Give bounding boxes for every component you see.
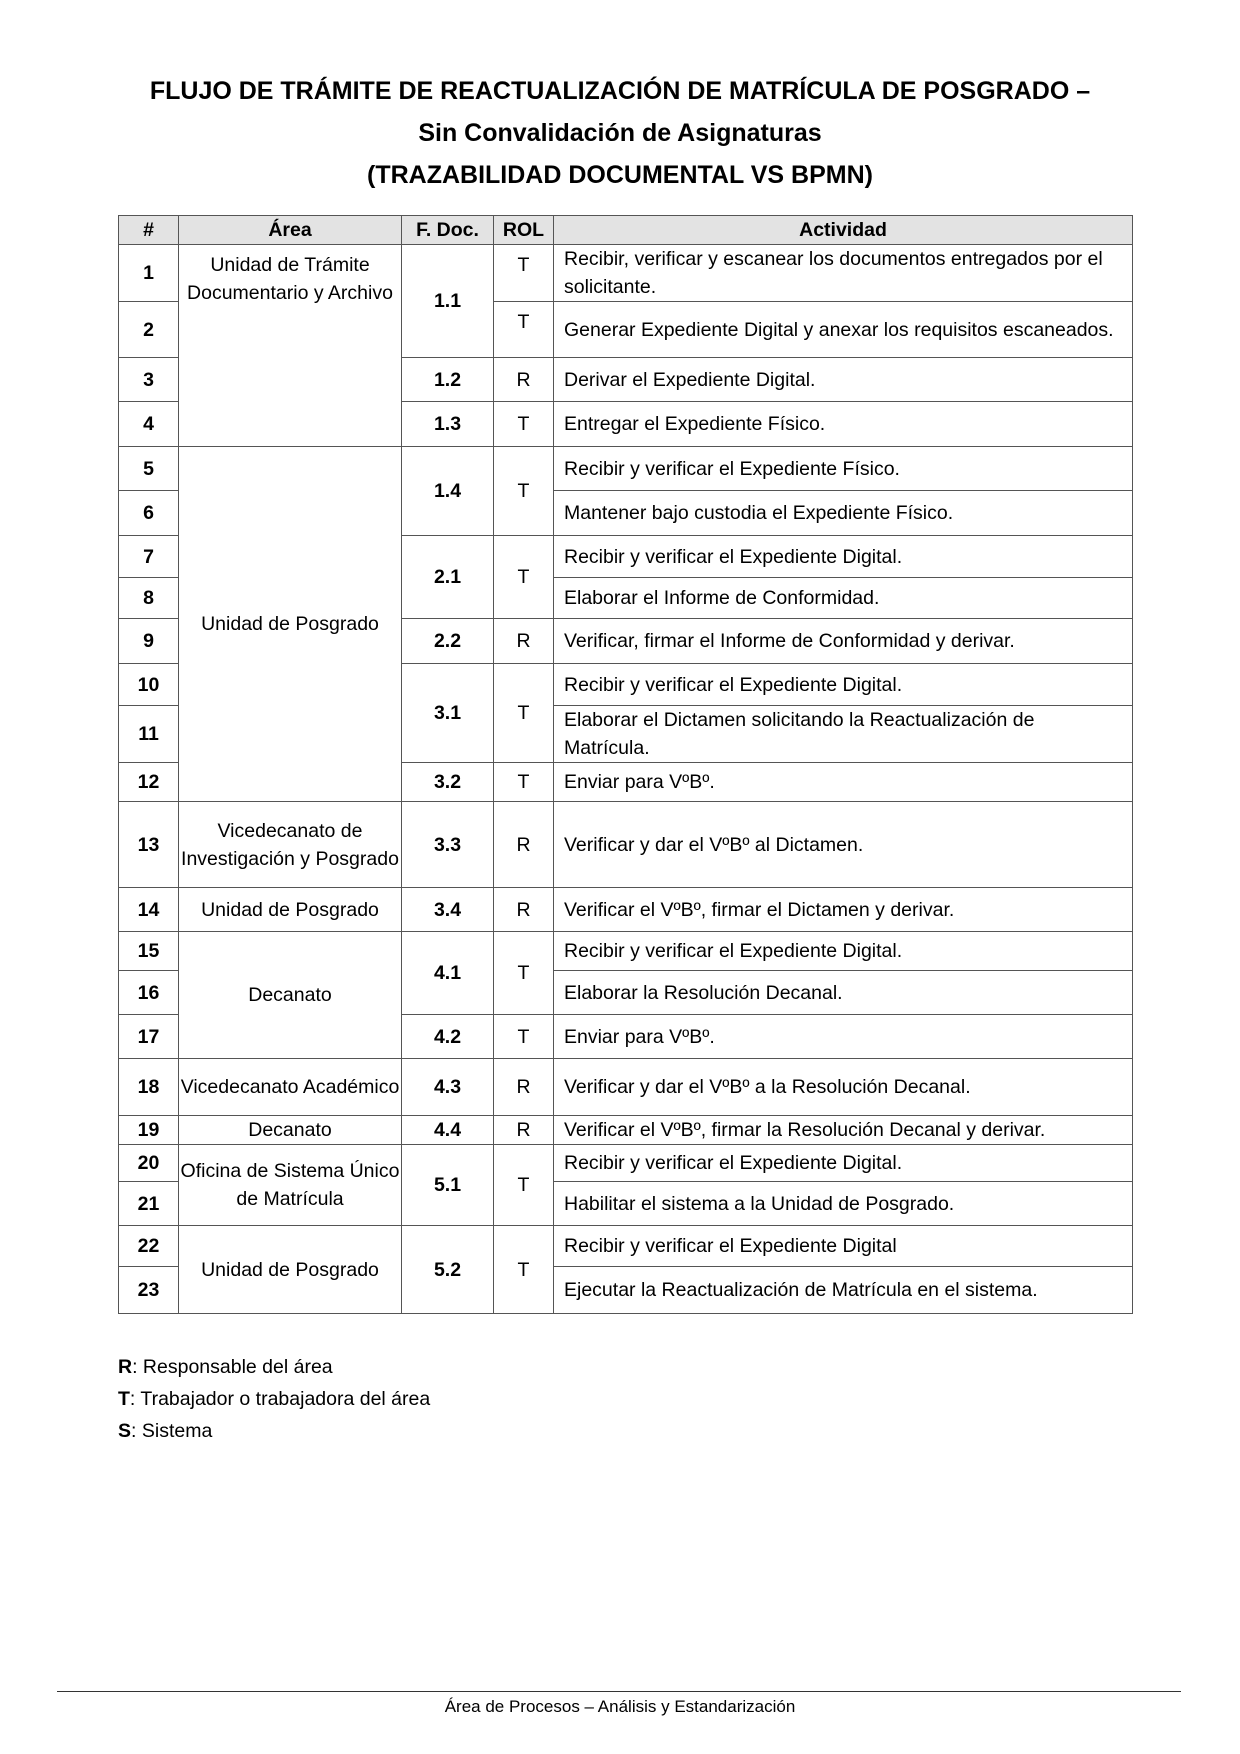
rol-cell: R	[494, 888, 554, 932]
row-number: 18	[119, 1059, 179, 1116]
table-row	[119, 245, 1133, 302]
header-actividad: Actividad	[554, 216, 1133, 245]
header-rol: ROL	[494, 216, 554, 245]
row-number: 13	[119, 802, 179, 888]
activity-cell: Verificar y dar el VºBº a la Resolución Decanal.	[554, 1059, 1133, 1116]
rol-cell: T	[494, 932, 554, 1015]
row-number: 3	[119, 358, 179, 402]
row-number: 9	[119, 619, 179, 664]
area-cell: Oficina de Sistema Único de Matrícula	[179, 1145, 402, 1226]
table-row	[119, 932, 1133, 971]
table-row	[119, 802, 1133, 888]
legend-text: : Responsable del área	[132, 1356, 333, 1378]
title-line-2: Sin Convalidación de Asignaturas	[418, 119, 822, 147]
rol-cell: R	[494, 358, 554, 402]
legend	[118, 1351, 430, 1447]
area-cell: Unidad de Posgrado	[179, 888, 402, 932]
activity-cell: Ejecutar la Reactualización de Matrícula en el sistema.	[554, 1267, 1133, 1314]
rol-cell: R	[494, 1059, 554, 1116]
row-number: 12	[119, 763, 179, 802]
fdoc-cell: 4.2	[402, 1015, 494, 1059]
table-row	[119, 888, 1133, 932]
row-number: 17	[119, 1015, 179, 1059]
flow-table	[118, 215, 1133, 1314]
row-number: 15	[119, 932, 179, 971]
activity-cell: Recibir y verificar el Expediente Físico.	[554, 447, 1133, 491]
row-number: 11	[119, 706, 179, 763]
fdoc-cell: 3.2	[402, 763, 494, 802]
activity-cell: Recibir y verificar el Expediente Digital.	[554, 932, 1133, 971]
area-cell: Vicedecanato de Investigación y Posgrado	[179, 802, 402, 888]
area-cell: Unidad de Posgrado	[179, 447, 402, 802]
area-cell: Decanato	[179, 932, 402, 1059]
fdoc-cell: 5.2	[402, 1226, 494, 1314]
title-line-3: (TRAZABILIDAD DOCUMENTAL VS BPMN)	[367, 161, 873, 189]
title-line-1: FLUJO DE TRÁMITE DE REACTUALIZACIÓN DE MATRÍCULA DE POSGRADO –	[149, 77, 1091, 105]
legend-text: : Trabajador o trabajadora del área	[129, 1388, 431, 1410]
rol-cell: T	[494, 302, 554, 358]
activity-cell: Mantener bajo custodia el Expediente Físico.	[554, 491, 1133, 536]
footer-divider	[57, 1691, 1181, 1692]
row-number: 21	[119, 1182, 179, 1226]
row-number: 10	[119, 664, 179, 706]
legend-key: S	[118, 1420, 132, 1442]
activity-cell: Elaborar la Resolución Decanal.	[554, 971, 1133, 1015]
activity-cell: Derivar el Expediente Digital.	[554, 358, 1133, 402]
rol-cell: T	[494, 447, 554, 536]
legend-key: T	[118, 1388, 130, 1410]
activity-cell: Elaborar el Informe de Conformidad.	[554, 578, 1133, 619]
header-area: Área	[179, 216, 402, 245]
fdoc-cell: 2.2	[402, 619, 494, 664]
fdoc-cell: 4.1	[402, 932, 494, 1015]
rol-cell: T	[494, 245, 554, 302]
rol-cell: R	[494, 802, 554, 888]
rol-cell: T	[494, 536, 554, 619]
activity-cell: Verificar el VºBº, firmar el Dictamen y derivar.	[554, 888, 1133, 932]
header-num: #	[119, 216, 179, 245]
activity-cell: Recibir y verificar el Expediente Digital	[554, 1226, 1133, 1267]
row-number: 20	[119, 1145, 179, 1182]
row-number: 14	[119, 888, 179, 932]
activity-cell: Recibir y verificar el Expediente Digital.	[554, 536, 1133, 578]
activity-cell: Elaborar el Dictamen solicitando la Reactualización de Matrícula.	[554, 706, 1133, 763]
legend-key: R	[118, 1356, 133, 1378]
fdoc-cell: 1.3	[402, 402, 494, 447]
row-number: 6	[119, 491, 179, 536]
row-number: 16	[119, 971, 179, 1015]
legend-item	[118, 1383, 430, 1415]
row-number: 4	[119, 402, 179, 447]
rol-cell: R	[494, 619, 554, 664]
fdoc-cell: 1.4	[402, 447, 494, 536]
activity-cell: Recibir y verificar el Expediente Digital.	[554, 664, 1133, 706]
table-row	[119, 1226, 1133, 1267]
rol-cell: T	[494, 664, 554, 763]
activity-cell: Enviar para VºBº.	[554, 1015, 1133, 1059]
activity-cell: Generar Expediente Digital y anexar los requisitos escaneados.	[554, 302, 1133, 358]
fdoc-cell: 3.4	[402, 888, 494, 932]
rol-cell: R	[494, 1116, 554, 1145]
activity-cell: Verificar el VºBº, firmar la Resolución Decanal y derivar.	[554, 1116, 1133, 1145]
legend-text: : Sistema	[131, 1420, 213, 1442]
row-number: 5	[119, 447, 179, 491]
fdoc-cell: 4.4	[402, 1116, 494, 1145]
activity-cell: Verificar, firmar el Informe de Conformidad y derivar.	[554, 619, 1133, 664]
rol-cell: T	[494, 1145, 554, 1226]
activity-cell: Recibir, verificar y escanear los documentos entregados por el solicitante.	[554, 245, 1133, 302]
fdoc-cell: 3.3	[402, 802, 494, 888]
rol-cell: T	[494, 402, 554, 447]
legend-item	[118, 1415, 430, 1447]
activity-cell: Verificar y dar el VºBº al Dictamen.	[554, 802, 1133, 888]
table-row	[119, 447, 1133, 491]
legend-item	[118, 1351, 430, 1383]
fdoc-cell: 5.1	[402, 1145, 494, 1226]
activity-cell: Habilitar el sistema a la Unidad de Posgrado.	[554, 1182, 1133, 1226]
document-title	[0, 70, 1240, 196]
area-cell: Unidad de Posgrado	[179, 1226, 402, 1314]
row-number: 7	[119, 536, 179, 578]
row-number: 1	[119, 245, 179, 302]
row-number: 8	[119, 578, 179, 619]
area-cell: Decanato	[179, 1116, 402, 1145]
fdoc-cell: 3.1	[402, 664, 494, 763]
table-row	[119, 1116, 1133, 1145]
row-number: 22	[119, 1226, 179, 1267]
row-number: 23	[119, 1267, 179, 1314]
fdoc-cell: 4.3	[402, 1059, 494, 1116]
fdoc-cell: 1.2	[402, 358, 494, 402]
fdoc-cell: 1.1	[402, 245, 494, 358]
rol-cell: T	[494, 763, 554, 802]
area-cell: Unidad de Trámite Documentario y Archivo	[179, 245, 402, 447]
area-cell: Vicedecanato Académico	[179, 1059, 402, 1116]
fdoc-cell: 2.1	[402, 536, 494, 619]
row-number: 2	[119, 302, 179, 358]
table-row	[119, 1059, 1133, 1116]
activity-cell: Recibir y verificar el Expediente Digital.	[554, 1145, 1133, 1182]
rol-cell: T	[494, 1226, 554, 1314]
rol-cell: T	[494, 1015, 554, 1059]
activity-cell: Enviar para VºBº.	[554, 763, 1133, 802]
table-row	[119, 1145, 1133, 1182]
page-footer: Área de Procesos – Análisis y Estandarización	[444, 1697, 796, 1716]
activity-cell: Entregar el Expediente Físico.	[554, 402, 1133, 447]
table-header-row	[119, 216, 1133, 245]
row-number: 19	[119, 1116, 179, 1145]
header-fdoc: F. Doc.	[402, 216, 494, 245]
